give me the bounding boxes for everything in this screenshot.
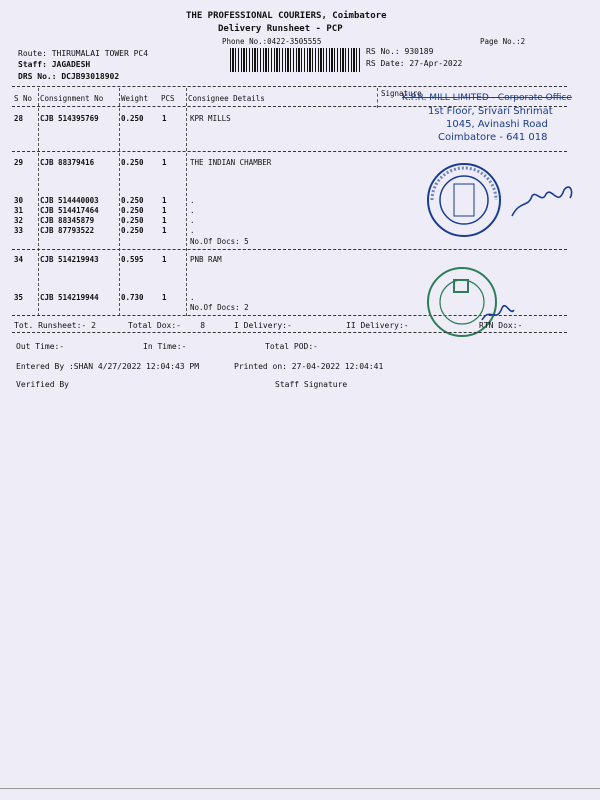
row-details: THE INDIAN CHAMBER bbox=[190, 158, 272, 167]
row-sno: 34 bbox=[14, 255, 24, 264]
row-sno: 29 bbox=[14, 158, 24, 167]
row-weight: 0.250 bbox=[121, 206, 144, 215]
row-pcs: 1 bbox=[162, 196, 167, 205]
column-divider bbox=[186, 88, 187, 316]
row-details: . bbox=[190, 216, 195, 225]
row-pcs: 1 bbox=[162, 114, 167, 123]
row-details: PNB RAM bbox=[190, 255, 222, 264]
row-details: KPR MILLS bbox=[190, 114, 231, 123]
row-details: . bbox=[190, 196, 195, 205]
row-weight: 0.730 bbox=[121, 293, 144, 302]
row-consignment: CJB 514440003 bbox=[40, 196, 99, 205]
row-consignment: CJB 514395769 bbox=[40, 114, 99, 123]
row-sno: 33 bbox=[14, 226, 24, 235]
rtn-dox: RTN Dox:- bbox=[479, 321, 523, 330]
row-consignment: CJB 514219944 bbox=[40, 293, 99, 302]
row-consignment: CJB 514219943 bbox=[40, 255, 99, 264]
divider bbox=[12, 332, 567, 333]
total-runsheet: Tot. Runsheet:- 2 bbox=[14, 321, 96, 330]
col-header-sno: S No bbox=[14, 94, 33, 103]
rs-date: RS Date: 27-Apr-2022 bbox=[366, 59, 463, 68]
row-consignment: CJB 88345879 bbox=[40, 216, 95, 225]
row-pcs: 1 bbox=[162, 293, 167, 302]
row-details: . bbox=[190, 293, 195, 302]
divider bbox=[12, 86, 567, 87]
row-sno: 31 bbox=[14, 206, 24, 215]
row-sno: 32 bbox=[14, 216, 24, 225]
route-label: Route: THIRUMALAI TOWER PC4 bbox=[18, 49, 149, 58]
row-pcs: 1 bbox=[162, 255, 167, 264]
page-edge bbox=[0, 788, 600, 789]
total-dox: Total Dox:- 8 bbox=[128, 321, 206, 330]
divider bbox=[12, 249, 567, 250]
docs-count: No.Of Docs: 2 bbox=[190, 303, 249, 312]
row-pcs: 1 bbox=[162, 216, 167, 225]
page-number: Page No.:2 bbox=[480, 37, 526, 46]
col-header-signature: Signature bbox=[381, 89, 422, 98]
rs-number: RS No.: 930189 bbox=[366, 47, 434, 56]
row-sno: 28 bbox=[14, 114, 24, 123]
chamber-stamp-icon bbox=[424, 160, 584, 240]
row-consignment: CJB 87793522 bbox=[40, 226, 95, 235]
divider bbox=[12, 151, 567, 152]
row-weight: 0.250 bbox=[121, 196, 144, 205]
row-pcs: 1 bbox=[162, 206, 167, 215]
row-weight: 0.250 bbox=[121, 226, 144, 235]
row-details: . bbox=[190, 206, 195, 215]
drs-number: DRS No.: DCJB93018902 bbox=[18, 72, 120, 81]
col-header-pcs: PCS bbox=[161, 94, 175, 103]
row-weight: 0.250 bbox=[121, 114, 144, 123]
row-sno: 35 bbox=[14, 293, 24, 302]
phone-number: Phone No.:0422-3505555 bbox=[222, 37, 322, 46]
row-details: . bbox=[190, 226, 195, 235]
column-divider bbox=[38, 88, 39, 316]
printed-on: Printed on: 27-04-2022 12:04:41 bbox=[234, 362, 384, 371]
column-divider bbox=[119, 88, 120, 316]
company-name: THE PROFESSIONAL COURIERS, Coimbatore bbox=[186, 11, 387, 21]
in-time: In Time:- bbox=[143, 342, 187, 351]
col-header-consignee: Consignee Details bbox=[188, 94, 265, 103]
col-header-consignment: Consignment No bbox=[40, 94, 104, 103]
ii-delivery: II Delivery:- bbox=[346, 321, 409, 330]
row-consignment: CJB 514417464 bbox=[40, 206, 99, 215]
i-delivery: I Delivery:- bbox=[234, 321, 292, 330]
row-consignment: CJB 88379416 bbox=[40, 158, 95, 167]
kpr-stamp-line4: Coimbatore - 641 018 bbox=[438, 132, 548, 143]
row-sno: 30 bbox=[14, 196, 24, 205]
row-pcs: 1 bbox=[162, 226, 167, 235]
total-pod: Total POD:- bbox=[265, 342, 318, 351]
document-title: Delivery Runsheet - PCP bbox=[218, 24, 343, 34]
column-divider bbox=[377, 88, 378, 108]
row-pcs: 1 bbox=[162, 158, 167, 167]
row-weight: 0.250 bbox=[121, 216, 144, 225]
docs-count: No.Of Docs: 5 bbox=[190, 237, 249, 246]
kpr-stamp-line3: 1045, Avinashi Road bbox=[446, 119, 548, 130]
col-header-weight: Weight bbox=[121, 94, 149, 103]
out-time: Out Time:- bbox=[16, 342, 65, 351]
barcode-image bbox=[230, 48, 360, 72]
verified-by: Verified By bbox=[16, 380, 69, 389]
staff-signature: Staff Signature bbox=[275, 380, 348, 389]
entered-by: Entered By :SHAN 4/27/2022 12:04:43 PM bbox=[16, 362, 200, 371]
kpr-stamp-line1: K.P.R. MILL LIMITED - Corporate Office bbox=[402, 93, 572, 103]
row-weight: 0.250 bbox=[121, 158, 144, 167]
kpr-stamp-line2: 1st Floor, Srivari Shrimat bbox=[428, 106, 553, 117]
row-weight: 0.595 bbox=[121, 255, 144, 264]
staff-label: Staff: JAGADESH bbox=[18, 60, 91, 69]
